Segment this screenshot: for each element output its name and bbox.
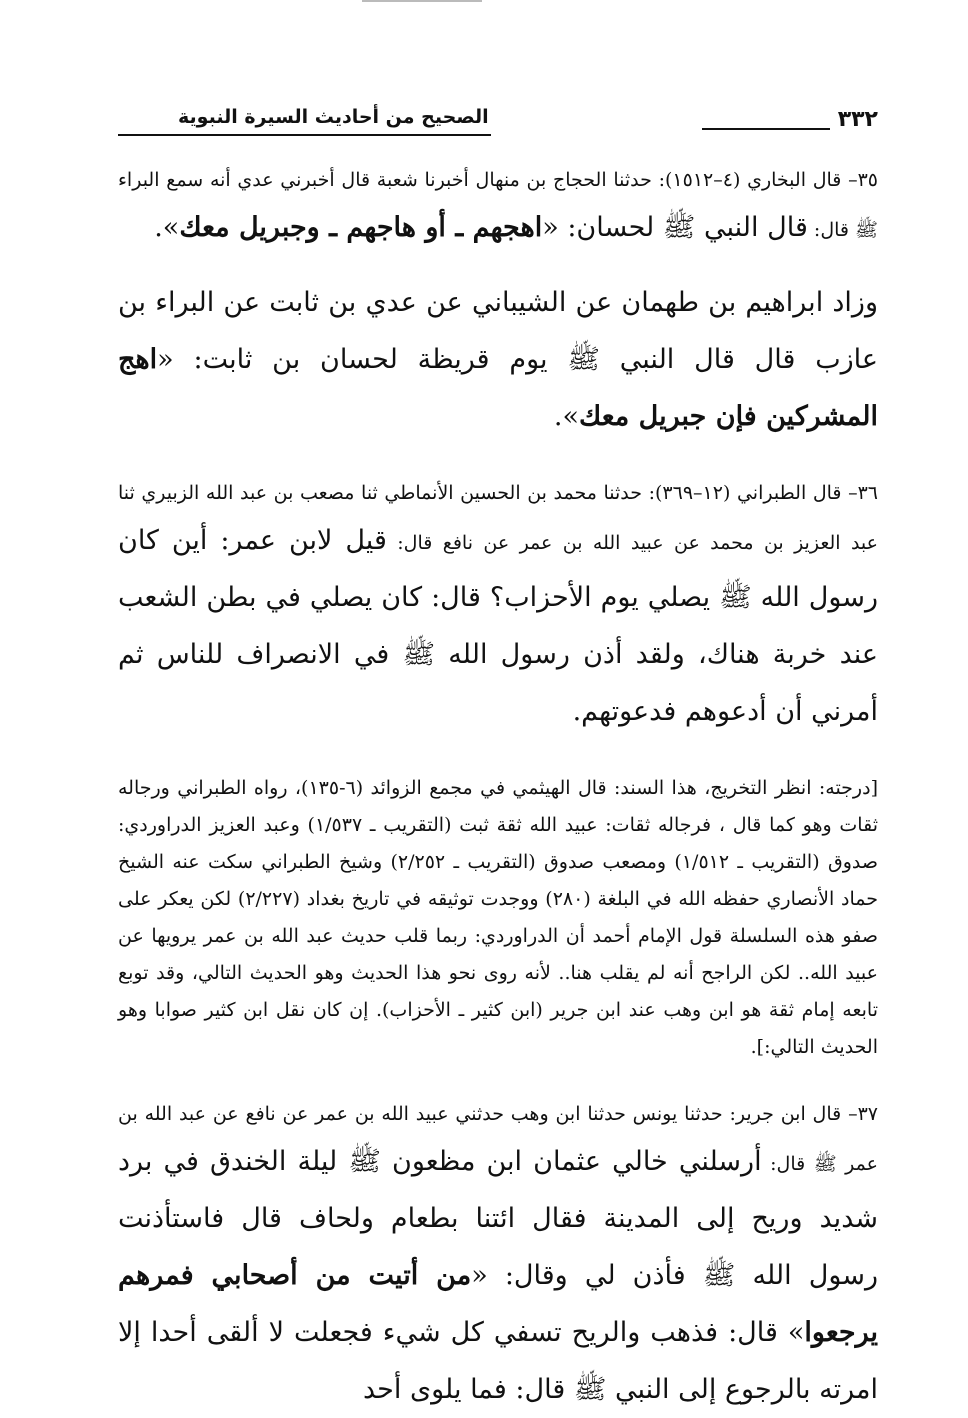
hadith-37-matn: أرسلني خالي عثمان ابن مظعون ﷺ ليلة الخندق في برد شديد وريح إلى المدينة فقال ائتنا بطعام ولحاف قال فاستأذنت رسول الله ﷺ فأذن لي وقال: «من أتيت من أصحابي فمرهم يرجعوا» قال: فذهب والريح تسفي كل شيء فجعلت لا ألقى أحدا إلا امرته بالرجوع إلى النبي ﷺ قال: فما يلوى أحد	[118, 1146, 879, 1405]
page-header	[118, 94, 878, 136]
header-rule	[702, 128, 830, 130]
hadith-35-quote: اهجهم ـ أو هاجهم ـ وجبريل معك	[179, 212, 543, 243]
page-number-group	[702, 107, 878, 136]
top-edge-mark	[362, 0, 482, 2]
hadith-36	[118, 475, 878, 740]
hadith-36-matn: قيل لابن عمر: أين كان رسول الله ﷺ يصلي يوم الأحزاب؟ قال: كان يصلي في بطن الشعب عند خربة هناك، ولقد أذن رسول الله ﷺ في الانصراف للناس ثم أمرني أن أدعوهم فدعوتهم.	[118, 525, 878, 727]
hadith-35-addition: وزاد ابراهيم بن طهمان عن الشيباني عن عدي بن ثابت عن البراء بن عازب قال قال النبي ﷺ يوم قريظة لحسان بن ثابت: «اهج المشركين فإن جبريل معك».	[118, 287, 878, 432]
hadith-35-addition-quote: اهج المشركين فإن جبريل معك	[118, 344, 878, 432]
running-title: الصحيح من أحاديث السيرة النبوية	[118, 106, 491, 136]
grading-note: [درجته: انظر التخريج، هذا السند: قال الهيثمي في مجمع الزوائد (٦-١٣٥)، رواه الطبراني ورجاله ثقات وهو كما قال ، فرجاله ثقات: عبيد الله ثقة ثبت (التقريب ـ ١/٥٣٧) وعبد العزيز الدراوردي: صدوق (التقريب ـ ١/٥١٢) ومصعب صدوق (التقريب ـ ٢/٢٥٢) وشيخ الطبراني سكت عنه الشيخ حماد الأنصاري حفظه الله في البلغة (٢٨٠) ووجدت توثيقه في تاريخ بغداد (٢/٢٢٧) لكن يعكر على صفو هذه السلسلة قول الإمام أحمد أن الدراوردي: ربما قلب حديث عبد الله بن عمر يرويها عن عبيد الله.. لكن الراجح أنه لم يقلب هنا.. لأنه روى نحو هذا الحديث وهو الحديث التالي، وقد توبع تابعه إمام ثقة هو ابن وهب عند ابن جرير (ابن كثير ـ الأحزاب). إن كان نقل ابن كثير صوابا وهو الحديث التالي:].	[118, 777, 879, 1058]
hadith-36-isnad: ٣٦– قال الطبراني (١٢–٣٦٩): حدثنا محمد بن الحسين الأنماطي ثنا مصعب بن عبد الله الزبيري ثنا عبد العزيز بن محمد عن عبيد الله بن عمر عن نافع قال:	[118, 482, 878, 554]
page-number: ٣٣٢	[837, 107, 878, 132]
hadith-37	[118, 1096, 878, 1418]
page-body	[118, 162, 878, 1418]
hadith-37-quote: من أتيت من أصحابي فمرهم يرجعوا	[118, 1260, 878, 1348]
hadith-37-isnad: ٣٧– قال ابن جرير: حدثنا يونس حدثنا ابن وهب حدثني عبيد الله بن عمر عن نافع عن عبد الله بن عمر ﷺ قال:	[118, 1103, 878, 1175]
hadith-35-isnad: ٣٥– قال البخاري (٤–١٥١٢): حدثنا الحجاج بن منهال أخبرنا شعبة قال أخبرني عدي أنه سمع البراء ﷺ قال:	[118, 169, 879, 241]
hadith-35-matn: قال النبي ﷺ لحسان: «اهجهم ـ أو هاجهم ـ وجبريل معك».	[154, 212, 808, 243]
hadith-35-intro	[118, 162, 878, 256]
